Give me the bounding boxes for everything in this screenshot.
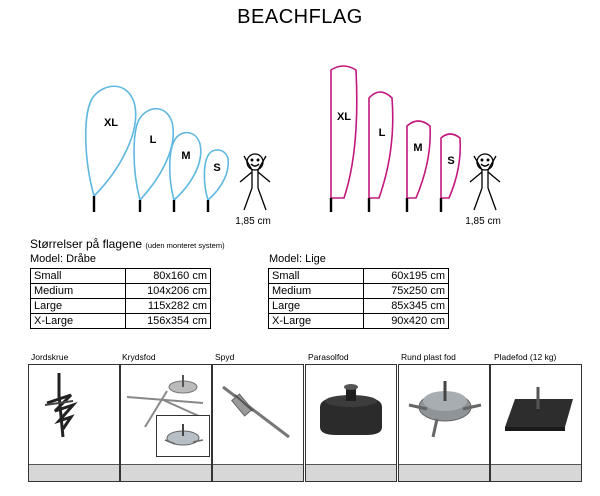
drop-flag-xl bbox=[86, 86, 136, 196]
accessory-label-parasol-base: Parasolfod bbox=[308, 352, 349, 362]
size-label: Medium bbox=[31, 284, 126, 299]
straight-label-l: L bbox=[378, 127, 386, 139]
spike-icon bbox=[213, 365, 303, 465]
model-label-drop: Model: Dråbe bbox=[30, 253, 97, 265]
accessory-footer bbox=[121, 464, 211, 481]
straight-flags bbox=[331, 66, 460, 198]
accessory-footer bbox=[306, 464, 396, 481]
size-label: Medium bbox=[269, 284, 364, 299]
accessory-footer bbox=[213, 464, 303, 481]
drop-flag-poles bbox=[94, 196, 208, 212]
size-table-drop bbox=[30, 268, 211, 329]
size-value: 85x345 cm bbox=[364, 299, 449, 314]
table-row bbox=[269, 269, 449, 284]
plate-base-icon bbox=[491, 365, 581, 465]
size-label: Large bbox=[31, 299, 126, 314]
accessory-footer bbox=[29, 464, 119, 481]
table-row bbox=[31, 314, 211, 329]
drop-flag-l bbox=[134, 109, 173, 200]
drop-flag-s bbox=[204, 150, 228, 200]
accessory-label-plate-base: Pladefod (12 kg) bbox=[494, 352, 557, 362]
size-value: 90x420 cm bbox=[364, 314, 449, 329]
page-title: BEACHFLAG bbox=[237, 6, 363, 28]
table-row bbox=[269, 299, 449, 314]
drop-label-l: L bbox=[149, 134, 157, 146]
size-value: 75x250 cm bbox=[364, 284, 449, 299]
table-row bbox=[31, 269, 211, 284]
straight-flag-l bbox=[369, 92, 393, 198]
accessory-card-parasol-base bbox=[305, 364, 397, 482]
drop-label-s: S bbox=[213, 162, 221, 174]
parasol-base-icon bbox=[306, 365, 396, 465]
person-height-left: 1,85 cm bbox=[235, 216, 271, 227]
size-label: X-Large bbox=[31, 314, 126, 329]
cross-base-inset bbox=[156, 415, 210, 457]
straight-flag-poles bbox=[331, 198, 441, 212]
sizes-heading bbox=[30, 237, 225, 251]
accessory-label-ground-screw: Jordskrue bbox=[31, 352, 69, 362]
accessory-card-round-plastic-base bbox=[398, 364, 490, 482]
straight-label-xl: XL bbox=[336, 111, 352, 123]
accessory-card-plate-base bbox=[490, 364, 582, 482]
table-row bbox=[269, 314, 449, 329]
drop-flags bbox=[86, 86, 229, 200]
size-value: 156x354 cm bbox=[126, 314, 211, 329]
cross-base-disc-icon bbox=[157, 416, 209, 456]
flags-illustration bbox=[0, 0, 600, 240]
size-label: Small bbox=[269, 269, 364, 284]
person-icon-left bbox=[240, 154, 270, 210]
accessory-label-spike: Spyd bbox=[215, 352, 235, 362]
round-plastic-base-icon bbox=[399, 365, 489, 465]
ground-screw-icon bbox=[29, 365, 119, 465]
drop-label-m: M bbox=[181, 150, 191, 162]
accessory-card-spike bbox=[212, 364, 304, 482]
table-row bbox=[31, 299, 211, 314]
size-value: 80x160 cm bbox=[126, 269, 211, 284]
accessory-footer bbox=[491, 464, 581, 481]
size-value: 115x282 cm bbox=[126, 299, 211, 314]
accessory-label-cross-base: Krydsfod bbox=[122, 352, 156, 362]
sizes-heading-note: (uden monteret system) bbox=[145, 241, 225, 250]
straight-label-s: S bbox=[447, 155, 455, 167]
straight-label-m: M bbox=[413, 142, 423, 154]
size-label: Small bbox=[31, 269, 126, 284]
table-row bbox=[31, 284, 211, 299]
drop-flag-m bbox=[170, 133, 201, 200]
straight-flag-xl bbox=[331, 66, 357, 198]
model-label-straight: Model: Lige bbox=[269, 253, 326, 265]
size-value: 60x195 cm bbox=[364, 269, 449, 284]
drop-label-xl: XL bbox=[103, 117, 119, 129]
person-height-right: 1,85 cm bbox=[465, 216, 501, 227]
sizes-heading-text: Størrelser på flagene bbox=[30, 237, 143, 251]
size-label: X-Large bbox=[269, 314, 364, 329]
accessory-label-round-plastic-base: Rund plast fod bbox=[401, 352, 456, 362]
table-row bbox=[269, 284, 449, 299]
accessory-card-ground-screw bbox=[28, 364, 120, 482]
size-table-straight bbox=[268, 268, 449, 329]
straight-flag-m bbox=[407, 121, 430, 198]
person-icon-right bbox=[470, 154, 500, 210]
size-value: 104x206 cm bbox=[126, 284, 211, 299]
size-label: Large bbox=[269, 299, 364, 314]
accessory-footer bbox=[399, 464, 489, 481]
